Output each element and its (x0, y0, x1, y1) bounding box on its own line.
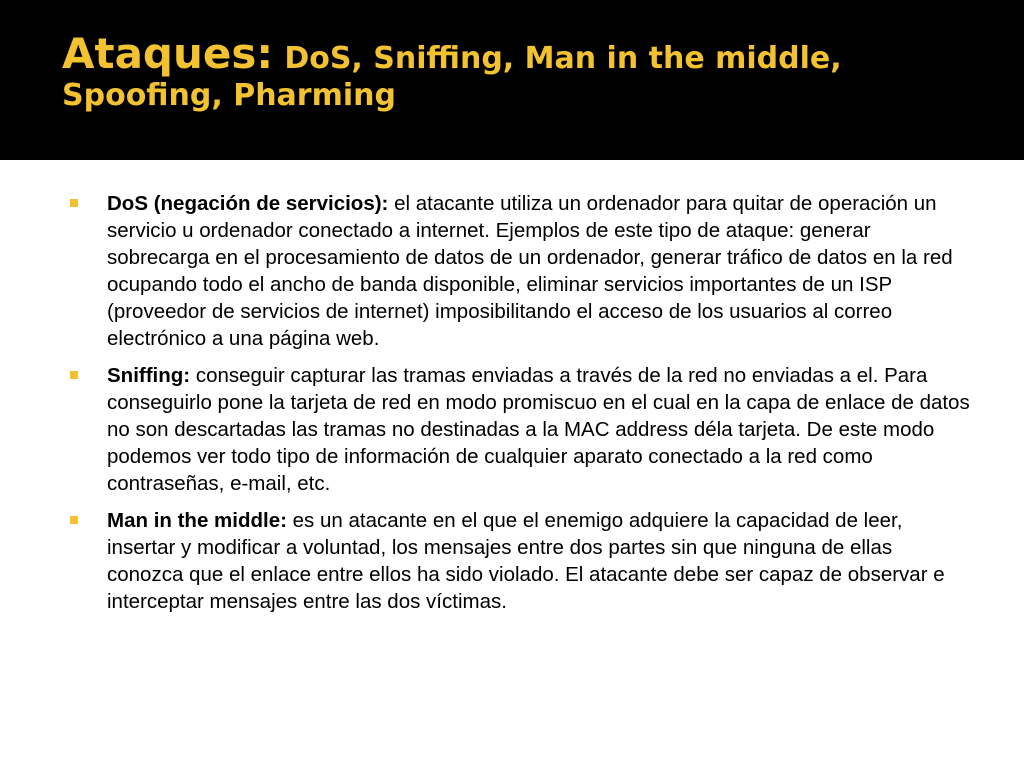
title-band (0, 0, 1024, 158)
bullet-text: es un atacante en el que el enemigo adquiere la capacidad de leer, insertar y modificar a voluntad, los mensajes entre dos partes sin que ninguna de ellas conozca que el enlace entre ellos ha sido violado. El atacante debe ser capaz de observar e interceptar mensajes entre las dos víctimas. (107, 509, 945, 613)
bullet-term: DoS (negación de servicios): (107, 192, 389, 215)
bullet-term: Sniffing: (107, 364, 191, 387)
bullet-list (70, 190, 970, 625)
bullet-square-icon (70, 371, 78, 379)
bullet-square-icon (70, 199, 78, 207)
bullet-item-dos (70, 190, 970, 352)
slide-title-main: Ataques: (62, 29, 274, 78)
content-area (0, 160, 1024, 768)
bullet-text: el atacante utiliza un ordenador para quitar de operación un servicio u ordenador conectado a internet. Ejemplos de este tipo de ataque: generar sobrecarga en el procesamiento de datos de un ordenador, generar tráfico de datos en la red ocupando todo el ancho de banda disponible, eliminar servicios importantes de un ISP (proveedor de servicios de internet) imposibilitando el acceso de los usuarios al correo electrónico a una página web. (107, 192, 953, 350)
slide-title-subtitle: DoS, Sniffing, Man in the middle, Spoofing, Pharming (62, 41, 842, 114)
bullet-text: conseguir capturar las tramas enviadas a través de la red no enviadas a el. Para conseguirlo pone la tarjeta de red en modo promiscuo en el cual en la capa de enlace de datos no son descartadas las tramas no destinadas a la MAC address déla tarjeta. De este modo podemos ver todo tipo de información de cualquier aparato conectado a la red como contraseñas, e-mail, etc. (107, 364, 970, 495)
bullet-term: Man in the middle: (107, 509, 287, 532)
bullet-item-sniffing (70, 362, 970, 497)
bullet-square-icon (70, 516, 78, 524)
slide-title (62, 30, 992, 113)
bullet-item-man-in-the-middle (70, 507, 970, 615)
